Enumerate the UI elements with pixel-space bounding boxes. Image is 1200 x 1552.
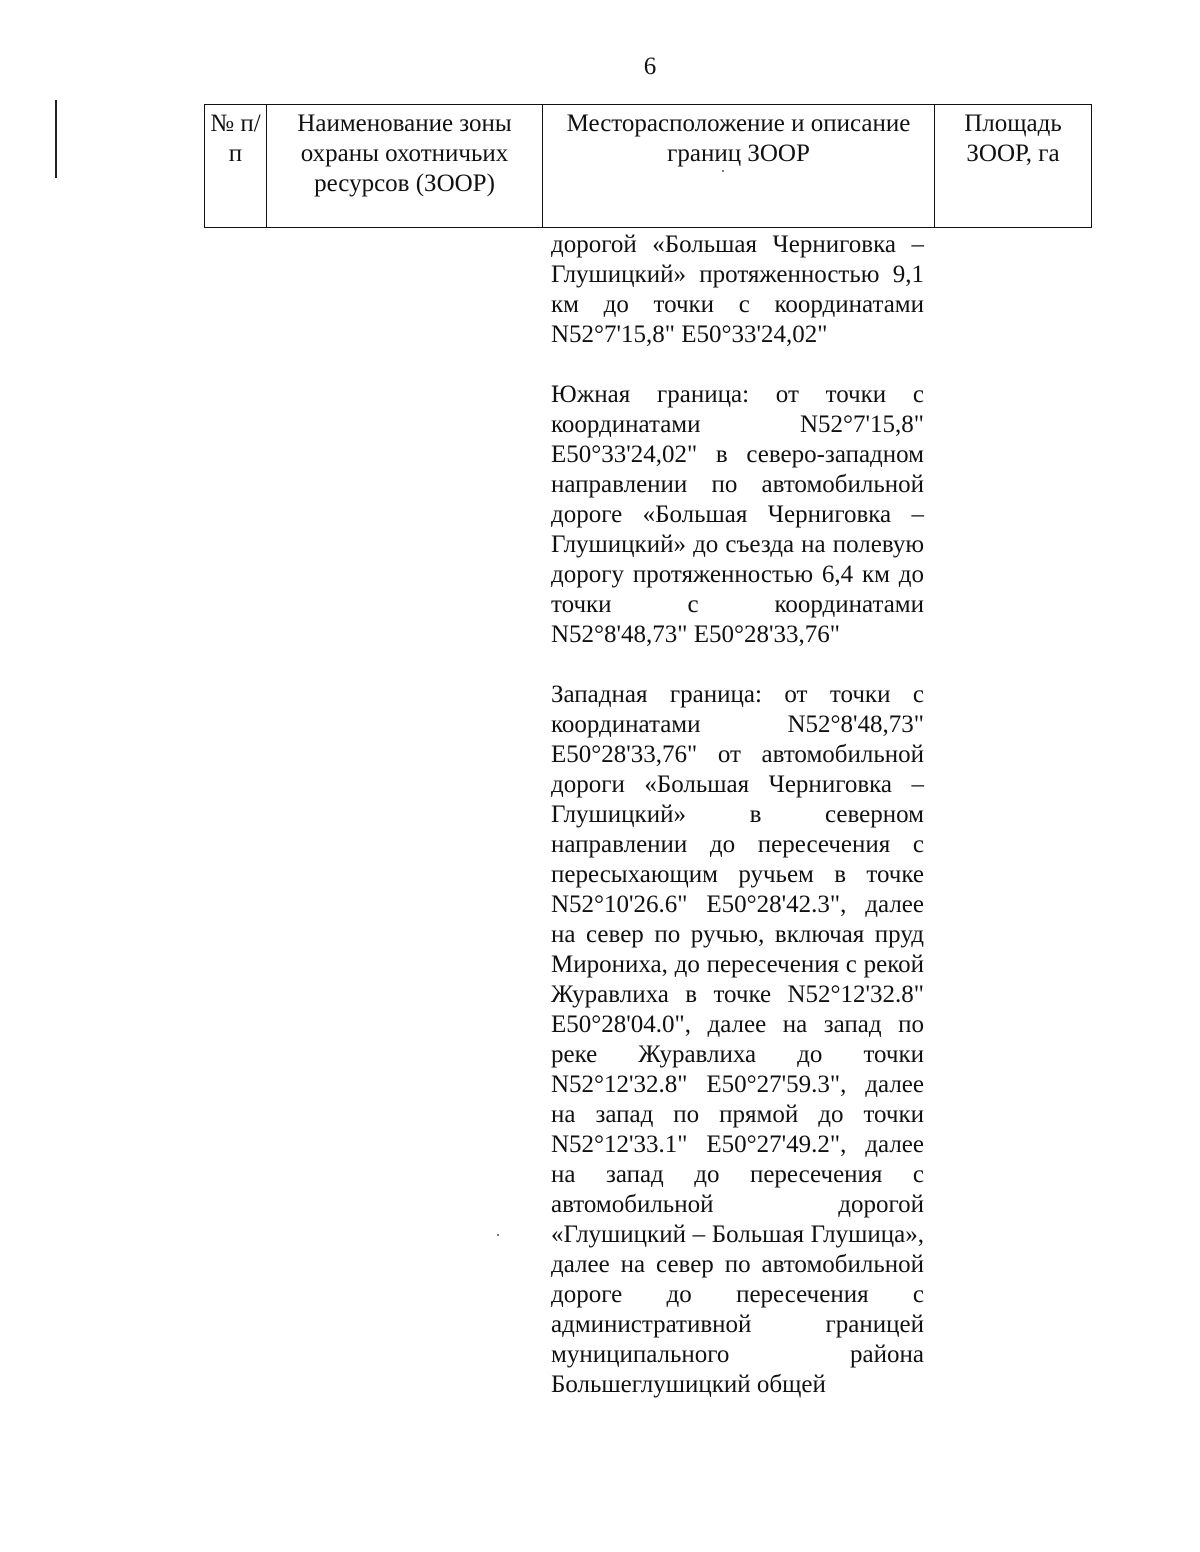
- scan-speck: [722, 170, 724, 172]
- table-header-row: [205, 105, 1092, 228]
- paragraph-west-border: Западная граница: от точки с координатами N52°8'48,73" E50°28'33,76" от автомобильной дороги «Большая Черниговка – Глушицкий» в северном направлении до пересечения с пересыхающим ручьем в точке N52°10'26.6" E50°28'42.3", далее на север по ручью, включая пруд Мирониха, до пересечения с рекой Журавлиха в точке N52°12'32.8" E50°28'04.0", далее на запад по реке Журавлиха до точки N52°12'32.8" E50°27'59.3", далее на запад по прямой до точки N52°12'33.1" E50°27'49.2", далее на запад до пересечения с автомобильной дорогой «Глушицкий – Большая Глушица», далее на север по автомобильной дороге до пересечения с административной границей муниципального района Большеглушицкий общей: [551, 681, 924, 1398]
- scan-speck: [497, 1234, 499, 1236]
- margin-mark: [55, 100, 57, 178]
- location-description: [551, 230, 924, 1400]
- header-num: № п/п: [205, 105, 267, 228]
- paragraph-south-border: Южная граница: от точки с координатами N52°7'15,8" E50°33'24,02" в северо-западном направлении по автомобильной дороге «Большая Черниговка – Глушицкий» до съезда на полевую дорогу протяженностью 6,4 км до точки с координатами N52°8'48,73" E50°28'33,76": [551, 381, 924, 648]
- header-location: Месторасположение и описание границ ЗООР: [543, 105, 935, 228]
- header-name: Наименование зоны охраны охотничьих ресурсов (ЗООР): [267, 105, 543, 228]
- page-number: 6: [643, 53, 657, 80]
- header-area: Площадь ЗООР, га: [935, 105, 1092, 228]
- zoor-table-header: [204, 104, 1092, 228]
- paragraph-continuation: дорогой «Большая Черниговка – Глушицкий» протяженностью 9,1 км до точки с координатами N52°7'15,8" E50°33'24,02": [551, 231, 924, 348]
